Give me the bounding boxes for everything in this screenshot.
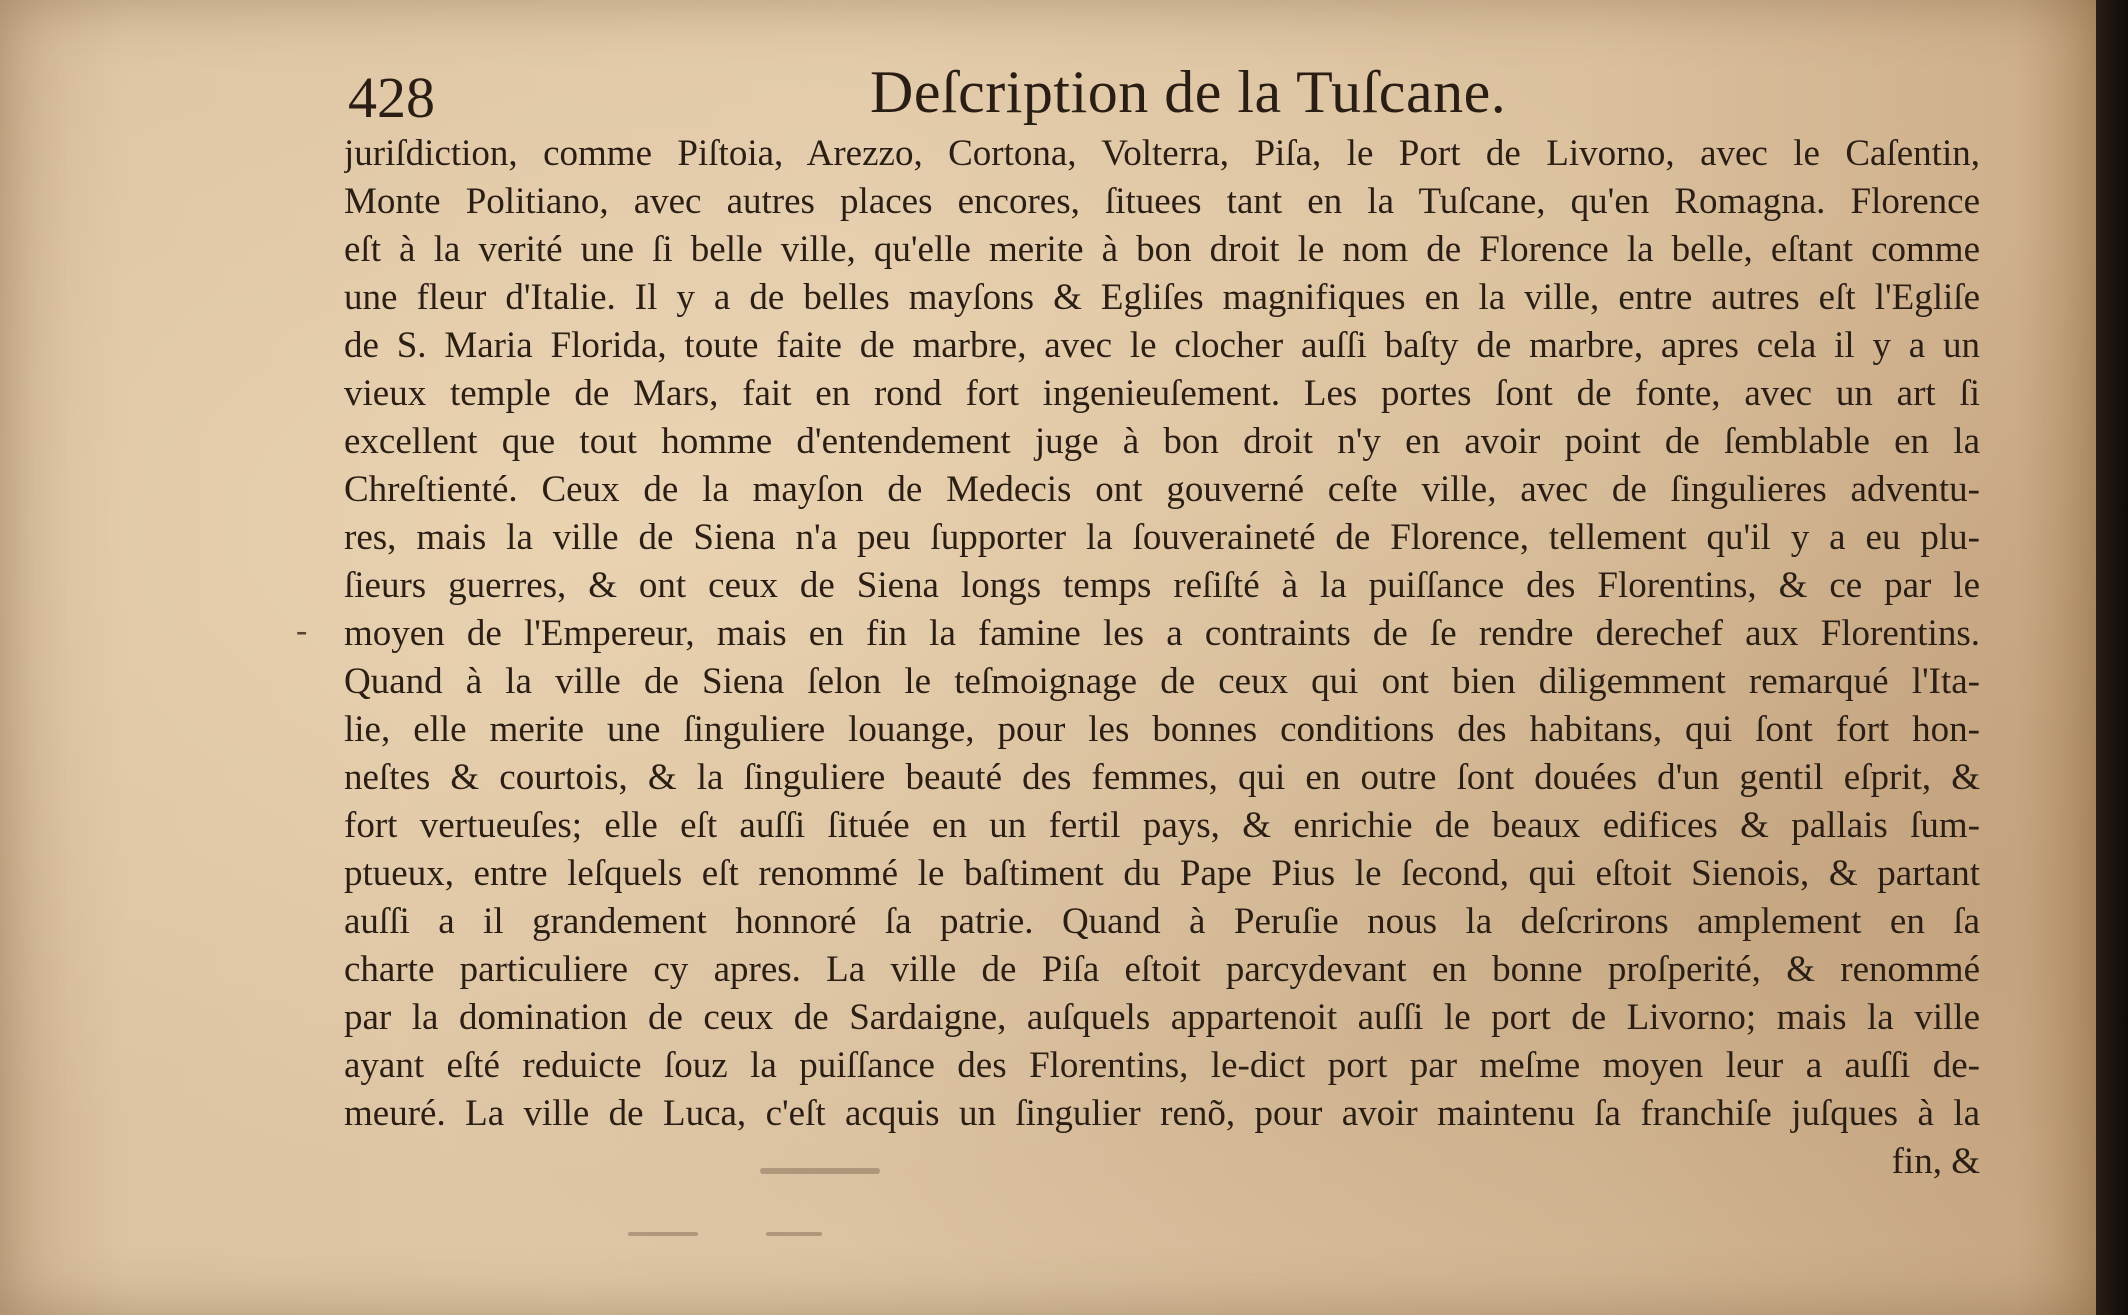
- text-line: ptueux, entre leſquels eſt renommé le baſtiment du Pape Pius le ſecond, qui eſtoit Sienois, & partant: [344, 853, 1980, 894]
- body-text: [344, 130, 1980, 1186]
- text-line: meuré. La ville de Luca, c'eſt acquis un ſingulier renõ, pour avoir maintenu ſa franchiſe juſques à la: [344, 1093, 1980, 1134]
- text-line: excellent que tout homme d'entendement juge à bon droit n'y en avoir point de ſemblable en la: [344, 421, 1980, 462]
- text-line: une fleur d'Italie. Il y a de belles mayſons & Egliſes magnifiques en la ville, entre autres eſt l'Egliſe: [344, 277, 1980, 318]
- page-number: 428: [348, 65, 435, 130]
- text-line: Monte Politiano, avec autres places encores, ſituees tant en la Tuſcane, qu'en Romagna. Florence: [344, 181, 1980, 222]
- text-line: par la domination de ceux de Sardaigne, auſquels appartenoit auſſi le port de Livorno; mais la ville: [344, 997, 1980, 1038]
- text-line: lie, elle merite une ſinguliere louange, pour les bonnes conditions des habitans, qui ſont fort hon-: [344, 709, 1980, 750]
- text-line: ayant eſté reduicte ſouz la puiſſance des Florentins, le-dict port par meſme moyen leur a auſſi de-: [344, 1045, 1980, 1086]
- page-header: [340, 58, 1980, 138]
- text-line: moyen de l'Empereur, mais en fin la famine les a contraints de ſe rendre derechef aux Florentins.: [344, 613, 1980, 654]
- text-line: juriſdiction, comme Piſtoia, Arezzo, Cortona, Volterra, Piſa, le Port de Livorno, avec le Caſentin,: [344, 133, 1980, 174]
- text-line: Chreſtienté. Ceux de la mayſon de Medecis ont gouverné ceſte ville, avec de ſingulieres adventu-: [344, 469, 1980, 510]
- text-line: vieux temple de Mars, fait en rond fort ingenieuſement. Les portes ſont de fonte, avec un art ſi: [344, 373, 1980, 414]
- catchword-line: fin, &: [1891, 1141, 1980, 1182]
- ink-smudge: [766, 1232, 822, 1236]
- margin-mark: -: [296, 612, 308, 649]
- running-title: Deſcription de la Tuſcane.: [870, 59, 1507, 125]
- text-line: fort vertueuſes; elle eſt auſſi ſituée en un fertil pays, & enrichie de beaux edifices & pallais ſum-: [344, 805, 1980, 846]
- text-line: de S. Maria Florida, toute faite de marbre, avec le clocher auſſi baſty de marbre, apres cela il y a un: [344, 325, 1980, 366]
- text-line: Quand à la ville de Siena ſelon le teſmoignage de ceux qui ont bien diligemment remarqué l'Ita-: [344, 661, 1980, 702]
- book-gutter-edge: [2096, 0, 2128, 1315]
- text-line: res, mais la ville de Siena n'a peu ſupporter la ſouveraineté de Florence, tellement qu'il y a eu plu-: [344, 517, 1980, 558]
- text-line: auſſi a il grandement honnoré ſa patrie. Quand à Peruſie nous la deſcrirons amplement en ſa: [344, 901, 1980, 942]
- ink-smudge: [760, 1168, 880, 1174]
- ink-smudge: [628, 1232, 698, 1236]
- text-line: eſt à la verité une ſi belle ville, qu'elle merite à bon droit le nom de Florence la belle, eſtant comme: [344, 229, 1980, 270]
- text-line: charte particuliere cy apres. La ville de Piſa eſtoit parcydevant en bonne proſperité, & renommé: [344, 949, 1980, 990]
- text-line: ſieurs guerres, & ont ceux de Siena longs temps reſiſté à la puiſſance des Florentins, & ce par le: [344, 565, 1980, 606]
- text-line: neſtes & courtois, & la ſinguliere beauté des femmes, qui en outre ſont douées d'un gentil eſprit, &: [344, 757, 1980, 798]
